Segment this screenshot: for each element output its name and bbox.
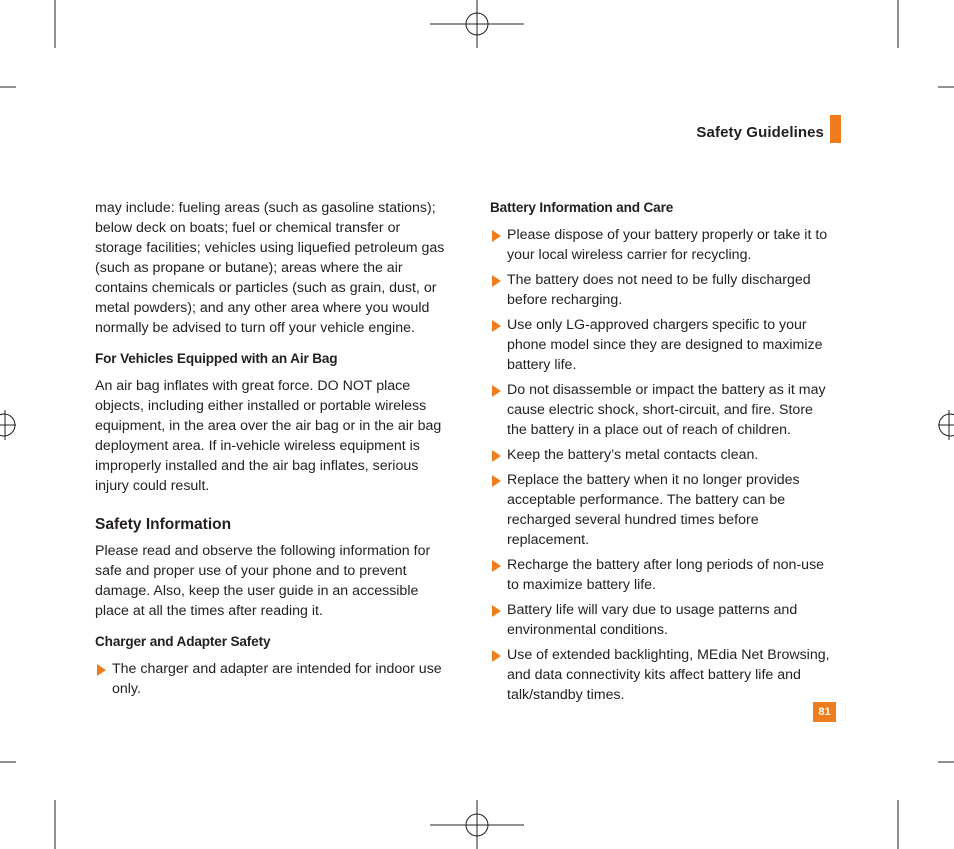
bullet-text: Keep the battery’s metal contacts clean. xyxy=(507,447,759,463)
triangle-bullet-icon xyxy=(492,385,501,397)
registration-mark-bottom xyxy=(430,800,524,849)
bullet-text: The charger and adapter are intended for indoor use only. xyxy=(112,661,442,697)
bullet-item xyxy=(490,225,835,265)
triangle-bullet-icon xyxy=(492,605,501,617)
triangle-bullet-icon xyxy=(97,664,106,676)
registration-mark-top xyxy=(430,0,524,48)
bullet-text: Replace the battery when it no longer provides acceptable performance. The battery can be recharged several hundred times before replacement. xyxy=(507,472,800,548)
battery-care-heading: Battery Information and Care xyxy=(490,200,674,215)
bullet-item xyxy=(490,600,835,640)
triangle-bullet-icon xyxy=(492,475,501,487)
registration-mark-left xyxy=(0,410,16,440)
right-column xyxy=(490,198,835,710)
left-column xyxy=(95,198,449,704)
triangle-bullet-icon xyxy=(492,560,501,572)
air-bag-heading: For Vehicles Equipped with an Air Bag xyxy=(95,351,338,366)
intro-paragraph: may include: fueling areas (such as gasoline stations); below deck on boats; fuel or chemical transfer or storage facilities; vehicles using liquefied petroleum gas (such as propane or butane); areas where the air contains chemicals or particles (such as grain, dust, or metal powders); and any other area where you would normally be advised to turn off your vehicle engine. xyxy=(95,200,445,336)
triangle-bullet-icon xyxy=(492,320,501,332)
bullet-text: Use of extended backlighting, MEdia Net Browsing, and data connectivity kits affect battery life and talk/standby times. xyxy=(507,647,830,703)
triangle-bullet-icon xyxy=(492,230,501,242)
bullet-item xyxy=(95,659,449,699)
bullet-item xyxy=(490,380,835,440)
battery-bullet-list xyxy=(490,225,835,705)
bullet-item xyxy=(490,445,835,465)
page-number-badge xyxy=(813,702,836,722)
section-header-tab xyxy=(830,115,841,143)
bullet-item xyxy=(490,645,835,705)
charger-safety-heading: Charger and Adapter Safety xyxy=(95,634,271,649)
bullet-text: Use only LG-approved chargers specific to your phone model since they are designed to maximize battery life. xyxy=(507,317,823,373)
safety-information-paragraph: Please read and observe the following information for safe and proper use of your phone and to prevent damage. Also, keep the user guide in an accessible place at all the times after reading it. xyxy=(95,543,431,619)
bullet-text: Recharge the battery after long periods of non-use to maximize battery life. xyxy=(507,557,825,593)
triangle-bullet-icon xyxy=(492,650,501,662)
bullet-item xyxy=(490,315,835,375)
bullet-text: Battery life will vary due to usage patterns and environmental conditions. xyxy=(507,602,798,638)
triangle-bullet-icon xyxy=(492,450,501,462)
section-header-title: Safety Guidelines xyxy=(696,124,824,141)
bullet-item xyxy=(490,555,835,595)
air-bag-paragraph: An air bag inflates with great force. DO NOT place objects, including either installed or portable wireless equipment, in the area over the air bag or in the air bag deployment area. If in-vehicle wireless equipment is improperly installed and the air bag inflates, serious injury could result. xyxy=(95,378,442,494)
safety-information-heading: Safety Information xyxy=(95,516,232,533)
page-number: 81 xyxy=(818,706,831,718)
bullet-text: Please dispose of your battery properly or take it to your local wireless carrier for recycling. xyxy=(507,227,828,263)
registration-mark-right xyxy=(938,410,954,440)
bullet-item xyxy=(490,270,835,310)
bullet-text: The battery does not need to be fully discharged before recharging. xyxy=(507,272,811,308)
triangle-bullet-icon xyxy=(492,275,501,287)
bullet-text: Do not disassemble or impact the battery as it may cause electric shock, short-circuit, and fire. Store the battery in a place out of reach of children. xyxy=(507,382,826,438)
bullet-item xyxy=(490,470,835,550)
charger-bullet-list xyxy=(95,659,449,699)
